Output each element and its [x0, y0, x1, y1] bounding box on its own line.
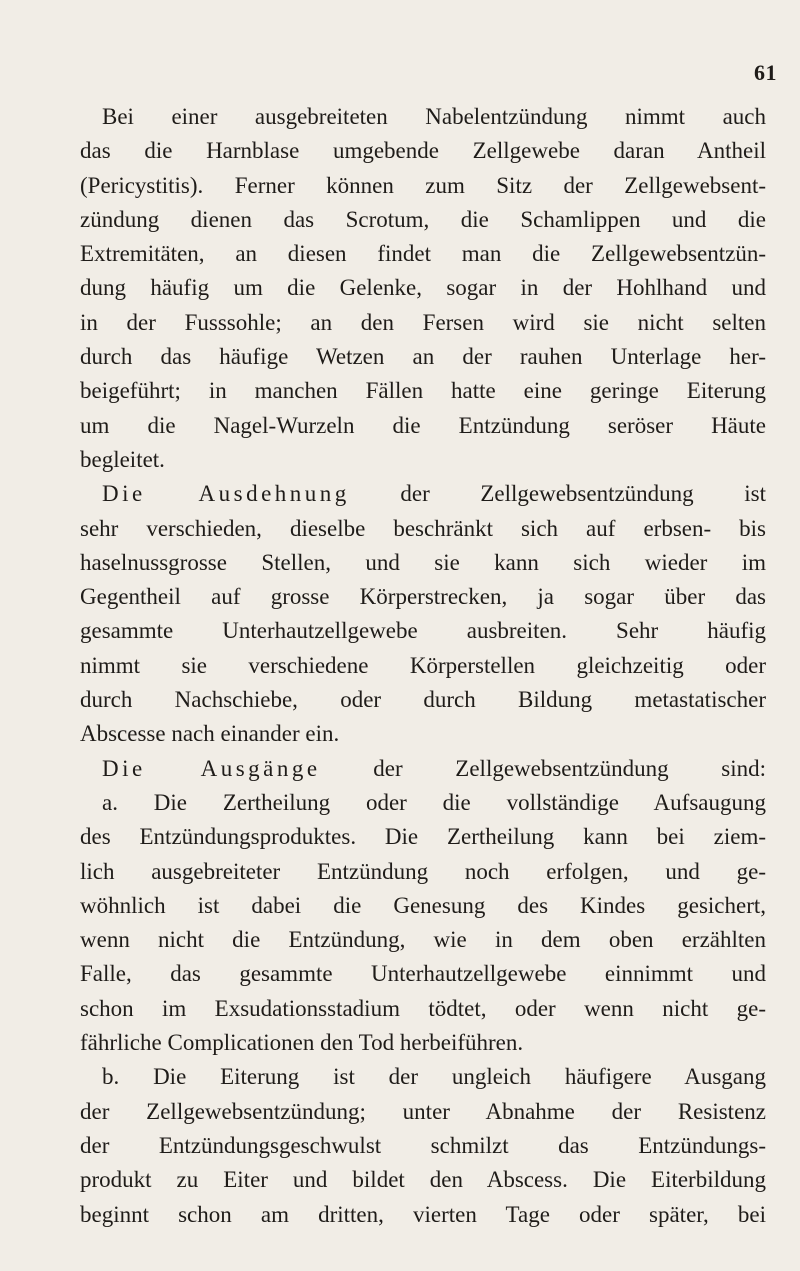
- text-line: [80, 752, 766, 786]
- line-text: beigeführt; in manchen Fällen hatte eine geringe Eiterung: [80, 378, 766, 404]
- text-line: [80, 340, 766, 374]
- line-text: dung häufig um die Gelenke, sogar in der Hohlhand und: [80, 275, 766, 301]
- text-line: [80, 203, 766, 237]
- text-line: [80, 169, 766, 203]
- text-line: [80, 923, 766, 957]
- text-line: [80, 649, 766, 683]
- line-text: Extremitäten, an diesen findet man die Zellgewebsentzün-: [80, 241, 766, 267]
- line-text: (Pericystitis). Ferner können zum Sitz der Zellgewebsent-: [80, 172, 766, 198]
- text-line: [80, 306, 766, 340]
- text-line: [80, 271, 766, 305]
- line-text: nimmt sie verschiedene Körperstellen gleichzeitig oder: [80, 652, 766, 678]
- spaced-heading-term: Die Ausdehnung: [102, 481, 350, 507]
- text-line: [80, 957, 766, 991]
- text-line: [80, 786, 766, 820]
- text-line: [80, 477, 766, 511]
- line-text: durch Nachschiebe, oder durch Bildung metastatischer: [80, 687, 766, 713]
- line-text: des Entzündungsproduktes. Die Zertheilung kann bei ziem-: [80, 824, 766, 850]
- text-line: [80, 855, 766, 889]
- text-line: [80, 1129, 766, 1163]
- line-text: der Zellgewebsentzündung; unter Abnahme der Resistenz: [80, 1098, 766, 1124]
- line-text: a. Die Zertheilung oder die vollständige Aufsaugung: [102, 789, 766, 815]
- text-line: [80, 374, 766, 408]
- line-text: fährliche Complicationen den Tod herbeiführen.: [80, 1030, 524, 1056]
- line-text: zündung dienen das Scrotum, die Schamlippen und die: [80, 206, 766, 232]
- text-line: [80, 100, 766, 134]
- text-line: [80, 409, 766, 443]
- text-line: [80, 1163, 766, 1197]
- text-line: [80, 683, 766, 717]
- line-text: Abscesse nach einander ein.: [80, 721, 340, 747]
- line-text: sehr verschieden, dieselbe beschränkt sich auf erbsen- bis: [80, 515, 766, 541]
- line-text: das die Harnblase umgebende Zellgewebe daran Antheil: [80, 138, 766, 164]
- line-text: der Zellgewebsentzündung ist: [349, 481, 767, 507]
- text-line: [80, 1026, 766, 1060]
- text-line: [80, 717, 766, 751]
- page-number: 61: [754, 60, 777, 85]
- line-text: b. Die Eiterung ist der ungleich häufigere Ausgang: [102, 1064, 766, 1090]
- text-line: [80, 1060, 766, 1094]
- text-line: [80, 1095, 766, 1129]
- text-line: [80, 820, 766, 854]
- text-line: [80, 1198, 766, 1232]
- line-text: lich ausgebreiteter Entzündung noch erfolgen, und ge-: [80, 858, 766, 884]
- line-text: wöhnlich ist dabei die Genesung des Kindes gesichert,: [80, 892, 766, 918]
- text-line: [80, 546, 766, 580]
- text-line: [80, 614, 766, 648]
- text-line: [80, 443, 766, 477]
- text-line: [80, 992, 766, 1026]
- text-line: [80, 889, 766, 923]
- line-text: Gegentheil auf grosse Körperstrecken, ja sogar über das: [80, 584, 766, 610]
- text-line: [80, 580, 766, 614]
- line-text: beginnt schon am dritten, vierten Tage oder später, bei: [80, 1201, 766, 1227]
- line-text: der Zellgewebsentzündung sind:: [320, 755, 767, 781]
- line-text: schon im Exsudationsstadium tödtet, oder wenn nicht ge-: [80, 995, 766, 1021]
- line-text: wenn nicht die Entzündung, wie in dem oben erzählten: [80, 927, 766, 953]
- line-text: in der Fusssohle; an den Fersen wird sie nicht selten: [80, 309, 766, 335]
- line-text: Bei einer ausgebreiteten Nabelentzündung nimmt auch: [102, 104, 766, 129]
- line-text: produkt zu Eiter und bildet den Abscess. Die Eiterbildung: [80, 1167, 766, 1193]
- line-text: Falle, das gesammte Unterhautzellgewebe einnimmt und: [80, 961, 766, 987]
- line-text: um die Nagel-Wurzeln die Entzündung seröser Häute: [80, 412, 766, 438]
- text-line: [80, 134, 766, 168]
- text-line: [80, 237, 766, 271]
- line-text: begleitet.: [80, 446, 165, 472]
- line-text: der Entzündungsgeschwulst schmilzt das Entzündungs-: [80, 1132, 766, 1158]
- line-text: haselnussgrosse Stellen, und sie kann sich wieder im: [80, 549, 766, 575]
- spaced-heading-term: Die Ausgänge: [102, 755, 321, 781]
- body-text: [80, 100, 766, 1232]
- line-text: durch das häufige Wetzen an der rauhen Unterlage her-: [80, 344, 766, 370]
- text-line: [80, 512, 766, 546]
- line-text: gesammte Unterhautzellgewebe ausbreiten. Sehr häufig: [80, 618, 766, 644]
